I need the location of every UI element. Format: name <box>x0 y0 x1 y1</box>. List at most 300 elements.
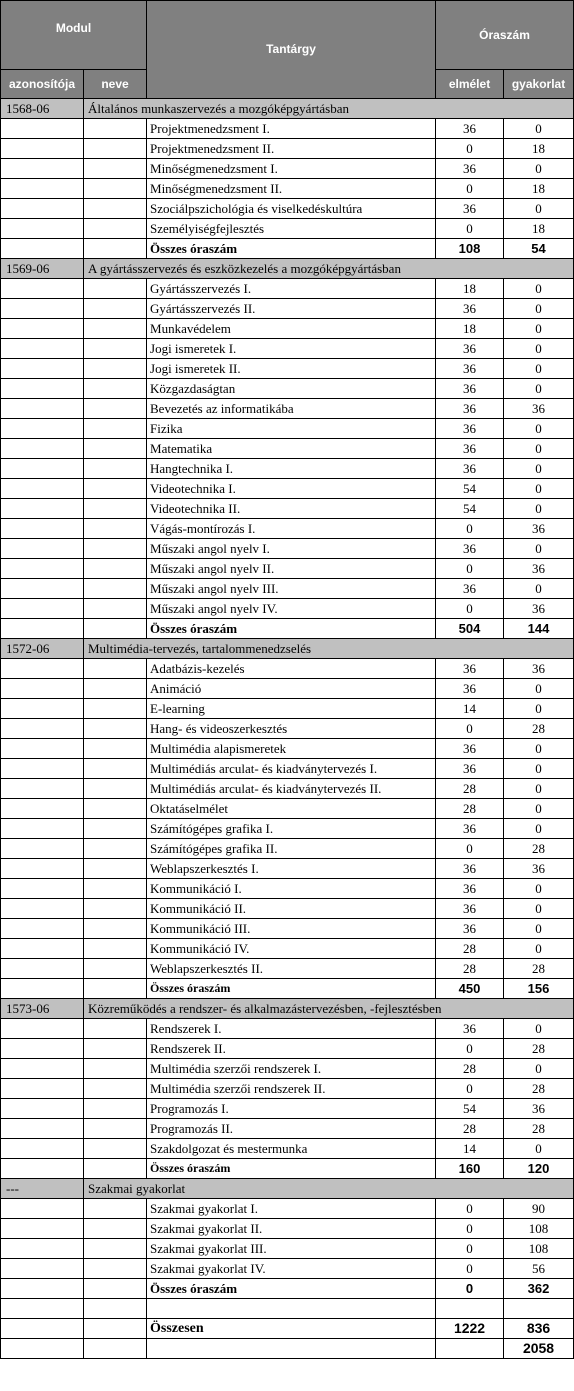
subject-row <box>1 1019 574 1039</box>
grand-sum-row <box>1 1339 574 1359</box>
elmelet-value: 36 <box>436 919 504 939</box>
elmelet-value: 28 <box>436 799 504 819</box>
subject-name: Fizika <box>147 419 436 439</box>
subject-name: Gyártásszervezés II. <box>147 299 436 319</box>
subject-row <box>1 139 574 159</box>
module-id-cell <box>1 1119 84 1139</box>
subject-row <box>1 479 574 499</box>
subject-name: Kommunikáció II. <box>147 899 436 919</box>
gyakorlat-value: 0 <box>504 339 574 359</box>
subject-row <box>1 899 574 919</box>
module-id-cell <box>1 659 84 679</box>
sum-gyakorlat: 156 <box>504 979 574 999</box>
module-id-cell <box>1 279 84 299</box>
elmelet-value: 18 <box>436 279 504 299</box>
empty-cell <box>504 1299 574 1319</box>
subject-name: Weblapszerkesztés I. <box>147 859 436 879</box>
subject-row <box>1 859 574 879</box>
elmelet-value: 54 <box>436 1099 504 1119</box>
subject-name: Munkavédelem <box>147 319 436 339</box>
module-id-cell <box>1 399 84 419</box>
module-name-cell <box>84 1159 147 1179</box>
elmelet-value: 28 <box>436 779 504 799</box>
module-name-cell <box>84 119 147 139</box>
empty-cell <box>1 1319 84 1339</box>
module-id-cell <box>1 859 84 879</box>
module-name-cell <box>84 939 147 959</box>
gyakorlat-value: 0 <box>504 499 574 519</box>
subject-name: Multimédia alapismeretek <box>147 739 436 759</box>
header-row-top <box>1 1 574 70</box>
module-id-cell <box>1 1099 84 1119</box>
module-id-cell <box>1 239 84 259</box>
module-name-cell <box>84 1079 147 1099</box>
subject-name: Gyártásszervezés I. <box>147 279 436 299</box>
module-id-cell <box>1 819 84 839</box>
elmelet-value: 36 <box>436 659 504 679</box>
header-azonositoja: azonosítója <box>1 70 84 99</box>
total-gyakorlat: 836 <box>504 1319 574 1339</box>
subject-row <box>1 779 574 799</box>
elmelet-value: 36 <box>436 899 504 919</box>
elmelet-value: 0 <box>436 519 504 539</box>
module-row <box>1 639 574 659</box>
module-name-cell <box>84 1239 147 1259</box>
module-name: Általános munkaszervezés a mozgóképgyártásban <box>84 99 574 119</box>
subject-name: Multimédia szerzői rendszerek II. <box>147 1079 436 1099</box>
module-name-cell <box>84 1119 147 1139</box>
header-oraszam: Óraszám <box>436 1 574 70</box>
module-name-cell <box>84 159 147 179</box>
elmelet-value: 36 <box>436 859 504 879</box>
grand-total-row <box>1 1319 574 1339</box>
subject-row <box>1 459 574 479</box>
elmelet-value: 36 <box>436 539 504 559</box>
subject-row <box>1 759 574 779</box>
empty-cell <box>147 1299 436 1319</box>
subject-row <box>1 959 574 979</box>
module-id-cell <box>1 779 84 799</box>
elmelet-value: 36 <box>436 739 504 759</box>
module-id-cell <box>1 539 84 559</box>
subject-row <box>1 699 574 719</box>
module-sum-row <box>1 979 574 999</box>
module-id-cell <box>1 839 84 859</box>
module-name-cell <box>84 219 147 239</box>
gyakorlat-value: 0 <box>504 939 574 959</box>
subject-row <box>1 319 574 339</box>
elmelet-value: 0 <box>436 1079 504 1099</box>
module-id-cell <box>1 1239 84 1259</box>
total-label: Összesen <box>147 1319 436 1339</box>
module-name-cell <box>84 839 147 859</box>
module-sum-row <box>1 619 574 639</box>
module-row <box>1 99 574 119</box>
subject-name: Minőségmenedzsment I. <box>147 159 436 179</box>
subject-name: Oktatáselmélet <box>147 799 436 819</box>
module-id-cell <box>1 1059 84 1079</box>
module-name-cell <box>84 1039 147 1059</box>
subject-name: Személyiségfejlesztés <box>147 219 436 239</box>
gyakorlat-value: 28 <box>504 839 574 859</box>
module-name-cell <box>84 679 147 699</box>
subject-name: Kommunikáció I. <box>147 879 436 899</box>
module-id: --- <box>1 1179 84 1199</box>
elmelet-value: 0 <box>436 719 504 739</box>
module-name-cell <box>84 1059 147 1079</box>
module-name: Szakmai gyakorlat <box>84 1179 574 1199</box>
elmelet-value: 28 <box>436 959 504 979</box>
subject-row <box>1 199 574 219</box>
elmelet-value: 0 <box>436 139 504 159</box>
subject-row <box>1 879 574 899</box>
gyakorlat-value: 0 <box>504 359 574 379</box>
sum-label: Összes óraszám <box>147 239 436 259</box>
module-id-cell <box>1 499 84 519</box>
subject-name: Közgazdaságtan <box>147 379 436 399</box>
module-name-cell <box>84 779 147 799</box>
subject-name: Animáció <box>147 679 436 699</box>
spacer-row <box>1 1299 574 1319</box>
module-id-cell <box>1 359 84 379</box>
elmelet-value: 0 <box>436 839 504 859</box>
empty-cell <box>147 1339 436 1359</box>
subject-name: Programozás I. <box>147 1099 436 1119</box>
module-name: Közreműködés a rendszer- és alkalmazástervezésben, -fejlesztésben <box>84 999 574 1019</box>
elmelet-value: 36 <box>436 1019 504 1039</box>
elmelet-value: 28 <box>436 939 504 959</box>
module-name-cell <box>84 439 147 459</box>
module-name-cell <box>84 319 147 339</box>
module-name-cell <box>84 139 147 159</box>
subject-row <box>1 339 574 359</box>
module-id-cell <box>1 899 84 919</box>
gyakorlat-value: 56 <box>504 1259 574 1279</box>
module-id-cell <box>1 1219 84 1239</box>
module-id-cell <box>1 1079 84 1099</box>
elmelet-value: 36 <box>436 439 504 459</box>
module-name-cell <box>84 719 147 739</box>
subject-name: Projektmenedzsment I. <box>147 119 436 139</box>
gyakorlat-value: 28 <box>504 719 574 739</box>
module-row <box>1 1179 574 1199</box>
subject-row <box>1 819 574 839</box>
subject-name: Hang- és videoszerkesztés <box>147 719 436 739</box>
module-name-cell <box>84 399 147 419</box>
subject-name: Szociálpszichológia és viselkedéskultúra <box>147 199 436 219</box>
subject-row <box>1 419 574 439</box>
gyakorlat-value: 0 <box>504 579 574 599</box>
module-id-cell <box>1 1139 84 1159</box>
elmelet-value: 28 <box>436 1119 504 1139</box>
gyakorlat-value: 28 <box>504 1119 574 1139</box>
module-sum-row <box>1 1159 574 1179</box>
gyakorlat-value: 36 <box>504 599 574 619</box>
subject-name: Projektmenedzsment II. <box>147 139 436 159</box>
elmelet-value: 36 <box>436 419 504 439</box>
subject-row <box>1 159 574 179</box>
module-id-cell <box>1 979 84 999</box>
gyakorlat-value: 0 <box>504 319 574 339</box>
subject-row <box>1 399 574 419</box>
subject-name: Hangtechnika I. <box>147 459 436 479</box>
gyakorlat-value: 28 <box>504 959 574 979</box>
empty-cell <box>84 1319 147 1339</box>
module-id-cell <box>1 199 84 219</box>
gyakorlat-value: 36 <box>504 1099 574 1119</box>
subject-name: Rendszerek II. <box>147 1039 436 1059</box>
module-id-cell <box>1 179 84 199</box>
gyakorlat-value: 0 <box>504 759 574 779</box>
sum-elmelet: 108 <box>436 239 504 259</box>
module-id-cell <box>1 619 84 639</box>
subject-row <box>1 1119 574 1139</box>
elmelet-value: 0 <box>436 1239 504 1259</box>
elmelet-value: 0 <box>436 599 504 619</box>
subject-row <box>1 219 574 239</box>
module-name-cell <box>84 879 147 899</box>
subject-row <box>1 539 574 559</box>
subject-name: E-learning <box>147 699 436 719</box>
subject-name: Rendszerek I. <box>147 1019 436 1039</box>
gyakorlat-value: 36 <box>504 559 574 579</box>
module-id: 1569-06 <box>1 259 84 279</box>
header-neve: neve <box>84 70 147 99</box>
gyakorlat-value: 36 <box>504 659 574 679</box>
module-name-cell <box>84 379 147 399</box>
gyakorlat-value: 0 <box>504 699 574 719</box>
empty-cell <box>436 1339 504 1359</box>
subject-name: Videotechnika II. <box>147 499 436 519</box>
subject-name: Számítógépes grafika I. <box>147 819 436 839</box>
gyakorlat-value: 0 <box>504 1139 574 1159</box>
subject-row <box>1 679 574 699</box>
module-id-cell <box>1 799 84 819</box>
subject-name: Jogi ismeretek II. <box>147 359 436 379</box>
gyakorlat-value: 0 <box>504 779 574 799</box>
module-id-cell <box>1 919 84 939</box>
module-sum-row <box>1 239 574 259</box>
gyakorlat-value: 108 <box>504 1239 574 1259</box>
module-name-cell <box>84 759 147 779</box>
module-name-cell <box>84 459 147 479</box>
sum-label: Összes óraszám <box>147 619 436 639</box>
module-row <box>1 259 574 279</box>
gyakorlat-value: 18 <box>504 219 574 239</box>
gyakorlat-value: 0 <box>504 1019 574 1039</box>
subject-row <box>1 1039 574 1059</box>
elmelet-value: 36 <box>436 119 504 139</box>
subject-name: Műszaki angol nyelv I. <box>147 539 436 559</box>
elmelet-value: 36 <box>436 379 504 399</box>
module-name-cell <box>84 899 147 919</box>
module-name-cell <box>84 359 147 379</box>
module-id-cell <box>1 419 84 439</box>
sum-label: Összes óraszám <box>147 1279 436 1299</box>
module-name-cell <box>84 199 147 219</box>
subject-name: Műszaki angol nyelv IV. <box>147 599 436 619</box>
sum-elmelet: 160 <box>436 1159 504 1179</box>
gyakorlat-value: 18 <box>504 139 574 159</box>
elmelet-value: 36 <box>436 359 504 379</box>
elmelet-value: 54 <box>436 499 504 519</box>
module-id-cell <box>1 1279 84 1299</box>
empty-cell <box>1 1339 84 1359</box>
elmelet-value: 0 <box>436 1219 504 1239</box>
module-id-cell <box>1 759 84 779</box>
module-id-cell <box>1 879 84 899</box>
gyakorlat-value: 0 <box>504 1059 574 1079</box>
module-id-cell <box>1 219 84 239</box>
header-elmelet: elmélet <box>436 70 504 99</box>
module-id-cell <box>1 739 84 759</box>
module-id: 1572-06 <box>1 639 84 659</box>
module-id-cell <box>1 939 84 959</box>
module-id-cell <box>1 319 84 339</box>
subject-row <box>1 359 574 379</box>
empty-cell <box>436 1299 504 1319</box>
module-name-cell <box>84 659 147 679</box>
gyakorlat-value: 28 <box>504 1039 574 1059</box>
subject-row <box>1 279 574 299</box>
sum-elmelet: 0 <box>436 1279 504 1299</box>
subject-row <box>1 839 574 859</box>
subject-name: Szakmai gyakorlat II. <box>147 1219 436 1239</box>
gyakorlat-value: 18 <box>504 179 574 199</box>
module-id-cell <box>1 379 84 399</box>
elmelet-value: 14 <box>436 699 504 719</box>
subject-row <box>1 719 574 739</box>
subject-row <box>1 1079 574 1099</box>
subject-name: Kommunikáció III. <box>147 919 436 939</box>
elmelet-value: 36 <box>436 399 504 419</box>
module-name-cell <box>84 799 147 819</box>
module-name-cell <box>84 479 147 499</box>
elmelet-value: 0 <box>436 219 504 239</box>
subject-row <box>1 299 574 319</box>
header-tantargy: Tantárgy <box>147 1 436 99</box>
sum-gyakorlat: 54 <box>504 239 574 259</box>
gyakorlat-value: 36 <box>504 859 574 879</box>
elmelet-value: 36 <box>436 819 504 839</box>
sum-elmelet: 450 <box>436 979 504 999</box>
subject-row <box>1 499 574 519</box>
subject-row <box>1 799 574 819</box>
elmelet-value: 36 <box>436 879 504 899</box>
module-name-cell <box>84 599 147 619</box>
sum-label: Összes óraszám <box>147 979 436 999</box>
gyakorlat-value: 0 <box>504 299 574 319</box>
subject-row <box>1 1259 574 1279</box>
module-row <box>1 999 574 1019</box>
subject-name: Bevezetés az informatikába <box>147 399 436 419</box>
elmelet-value: 0 <box>436 1199 504 1219</box>
gyakorlat-value: 0 <box>504 159 574 179</box>
module-name-cell <box>84 959 147 979</box>
subject-name: Multimédiás arculat- és kiadványtervezés I. <box>147 759 436 779</box>
gyakorlat-value: 0 <box>504 479 574 499</box>
elmelet-value: 0 <box>436 1259 504 1279</box>
module-name-cell <box>84 1019 147 1039</box>
module-name-cell <box>84 239 147 259</box>
header-modul: Modul <box>1 1 147 70</box>
subject-name: Matematika <box>147 439 436 459</box>
module-id-cell <box>1 139 84 159</box>
module-id: 1573-06 <box>1 999 84 1019</box>
gyakorlat-value: 0 <box>504 799 574 819</box>
gyakorlat-value: 0 <box>504 119 574 139</box>
module-name-cell <box>84 1139 147 1159</box>
elmelet-value: 36 <box>436 159 504 179</box>
subject-row <box>1 519 574 539</box>
subject-row <box>1 439 574 459</box>
subject-name: Videotechnika I. <box>147 479 436 499</box>
module-name-cell <box>84 419 147 439</box>
elmelet-value: 0 <box>436 559 504 579</box>
module-id-cell <box>1 1199 84 1219</box>
module-id-cell <box>1 159 84 179</box>
module-name-cell <box>84 1259 147 1279</box>
subject-name: Multimédiás arculat- és kiadványtervezés II. <box>147 779 436 799</box>
gyakorlat-value: 0 <box>504 819 574 839</box>
gyakorlat-value: 0 <box>504 439 574 459</box>
module-name-cell <box>84 559 147 579</box>
subject-row <box>1 579 574 599</box>
sum-gyakorlat: 144 <box>504 619 574 639</box>
gyakorlat-value: 36 <box>504 399 574 419</box>
subject-name: Számítógépes grafika II. <box>147 839 436 859</box>
subject-row <box>1 559 574 579</box>
subject-name: Multimédia szerzői rendszerek I. <box>147 1059 436 1079</box>
subject-name: Szakmai gyakorlat IV. <box>147 1259 436 1279</box>
module-name-cell <box>84 1099 147 1119</box>
module-name-cell <box>84 919 147 939</box>
elmelet-value: 18 <box>436 319 504 339</box>
module-name-cell <box>84 819 147 839</box>
elmelet-value: 36 <box>436 299 504 319</box>
gyakorlat-value: 108 <box>504 1219 574 1239</box>
module-name-cell <box>84 579 147 599</box>
module-id-cell <box>1 459 84 479</box>
subject-row <box>1 1239 574 1259</box>
subject-name: Programozás II. <box>147 1119 436 1139</box>
elmelet-value: 0 <box>436 179 504 199</box>
module-id-cell <box>1 1159 84 1179</box>
module-id-cell <box>1 699 84 719</box>
grand-total: 2058 <box>504 1339 574 1359</box>
module-name-cell <box>84 739 147 759</box>
module-id-cell <box>1 599 84 619</box>
empty-cell <box>84 1339 147 1359</box>
subject-row <box>1 1059 574 1079</box>
module-name-cell <box>84 699 147 719</box>
module-name-cell <box>84 339 147 359</box>
subject-row <box>1 1199 574 1219</box>
gyakorlat-value: 0 <box>504 379 574 399</box>
module-id-cell <box>1 339 84 359</box>
module-id-cell <box>1 579 84 599</box>
gyakorlat-value: 0 <box>504 899 574 919</box>
module-name-cell <box>84 539 147 559</box>
module-id-cell <box>1 719 84 739</box>
module-name-cell <box>84 1219 147 1239</box>
empty-cell <box>84 1299 147 1319</box>
module-sum-row <box>1 1279 574 1299</box>
gyakorlat-value: 90 <box>504 1199 574 1219</box>
module-name-cell <box>84 1199 147 1219</box>
subject-name: Kommunikáció IV. <box>147 939 436 959</box>
module-id-cell <box>1 299 84 319</box>
